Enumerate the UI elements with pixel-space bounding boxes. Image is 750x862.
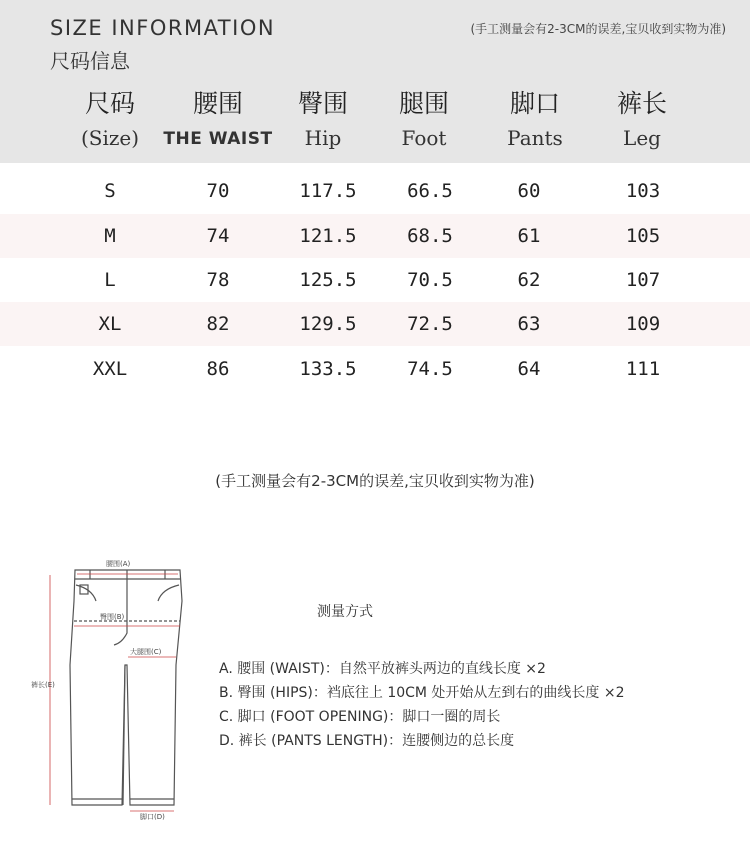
cell-foot: 72.5 (407, 313, 453, 335)
col-header-pants-cn: 脚口 (509, 89, 560, 118)
title-en: SIZE INFORMATION (50, 16, 276, 40)
pants-outline (70, 570, 182, 805)
table-row (0, 302, 750, 346)
col-header-waist-en: THE WAIST (163, 129, 273, 149)
length-label: 裤长(E) (31, 681, 55, 689)
pants-diagram (30, 555, 200, 820)
cell-hip: 121.5 (299, 225, 357, 247)
table-row (0, 169, 750, 213)
cell-hip: 125.5 (299, 269, 357, 291)
cell-pants: 64 (517, 358, 541, 380)
hem-label: 脚口(D) (140, 813, 165, 820)
table-row (0, 347, 750, 391)
title-cn: 尺码信息 (50, 49, 130, 73)
cell-waist: 78 (206, 269, 230, 291)
cell-size: M (104, 225, 116, 247)
cell-foot: 70.5 (407, 269, 453, 291)
col-header-foot-cn: 腿围 (398, 89, 449, 118)
col-header-foot-en: Foot (401, 126, 447, 150)
col-header-leg-cn: 裤长 (616, 89, 667, 118)
table-row (0, 214, 750, 258)
cell-leg: 103 (625, 180, 661, 202)
cell-leg: 109 (625, 313, 661, 335)
cell-pants: 61 (517, 225, 541, 247)
cell-size: XXL (92, 358, 128, 380)
cell-leg: 111 (625, 358, 661, 380)
measurement-note-mid: (手工测量会有2-3CM的误差,宝贝收到实物为准) (215, 472, 535, 490)
cell-waist: 70 (206, 180, 230, 202)
cell-pants: 62 (517, 269, 541, 291)
method-item-pants-length: D. 裤长 (PANTS LENGTH)：连腰侧边的总长度 (219, 733, 515, 749)
cell-waist: 86 (206, 358, 230, 380)
cell-hip: 133.5 (299, 358, 357, 380)
col-header-hip-en: Hip (304, 126, 342, 150)
cell-foot: 68.5 (407, 225, 453, 247)
cell-foot: 66.5 (407, 180, 453, 202)
cell-size: L (104, 269, 116, 291)
table-row (0, 258, 750, 302)
cell-size: S (104, 180, 116, 202)
method-title: 测量方式 (317, 604, 373, 620)
hip-label: 臀围(B) (100, 613, 125, 621)
col-header-size-cn: 尺码 (84, 89, 135, 118)
thigh-label: 大腿围(C) (130, 648, 162, 656)
cell-hip: 117.5 (299, 180, 357, 202)
cell-leg: 107 (625, 269, 661, 291)
waist-label: 腰围(A) (106, 560, 131, 568)
method-item-hips: B. 臀围 (HIPS)：裆底往上 10CM 处开始从左到右的曲线长度 ×2 (219, 685, 625, 701)
cell-pants: 63 (517, 313, 541, 335)
cell-pants: 60 (517, 180, 541, 202)
col-header-leg-en: Leg (623, 126, 661, 150)
method-item-foot-opening: C. 脚口 (FOOT OPENING)：脚口一圈的周长 (219, 709, 501, 725)
cell-waist: 82 (206, 313, 230, 335)
col-header-hip-cn: 臀围 (297, 89, 348, 118)
col-header-waist-cn: 腰围 (192, 89, 243, 118)
cell-leg: 105 (625, 225, 661, 247)
cell-hip: 129.5 (299, 313, 357, 335)
cell-waist: 74 (206, 225, 230, 247)
measurement-note-top: (手工测量会有2-3CM的误差,宝贝收到实物为准) (470, 22, 726, 36)
cell-foot: 74.5 (407, 358, 453, 380)
col-header-pants-en: Pants (507, 126, 563, 150)
col-header-size-en: (Size) (80, 126, 140, 150)
method-item-waist: A. 腰围 (WAIST)：自然平放裤头两边的直线长度 ×2 (219, 661, 546, 677)
cell-size: XL (98, 313, 122, 335)
